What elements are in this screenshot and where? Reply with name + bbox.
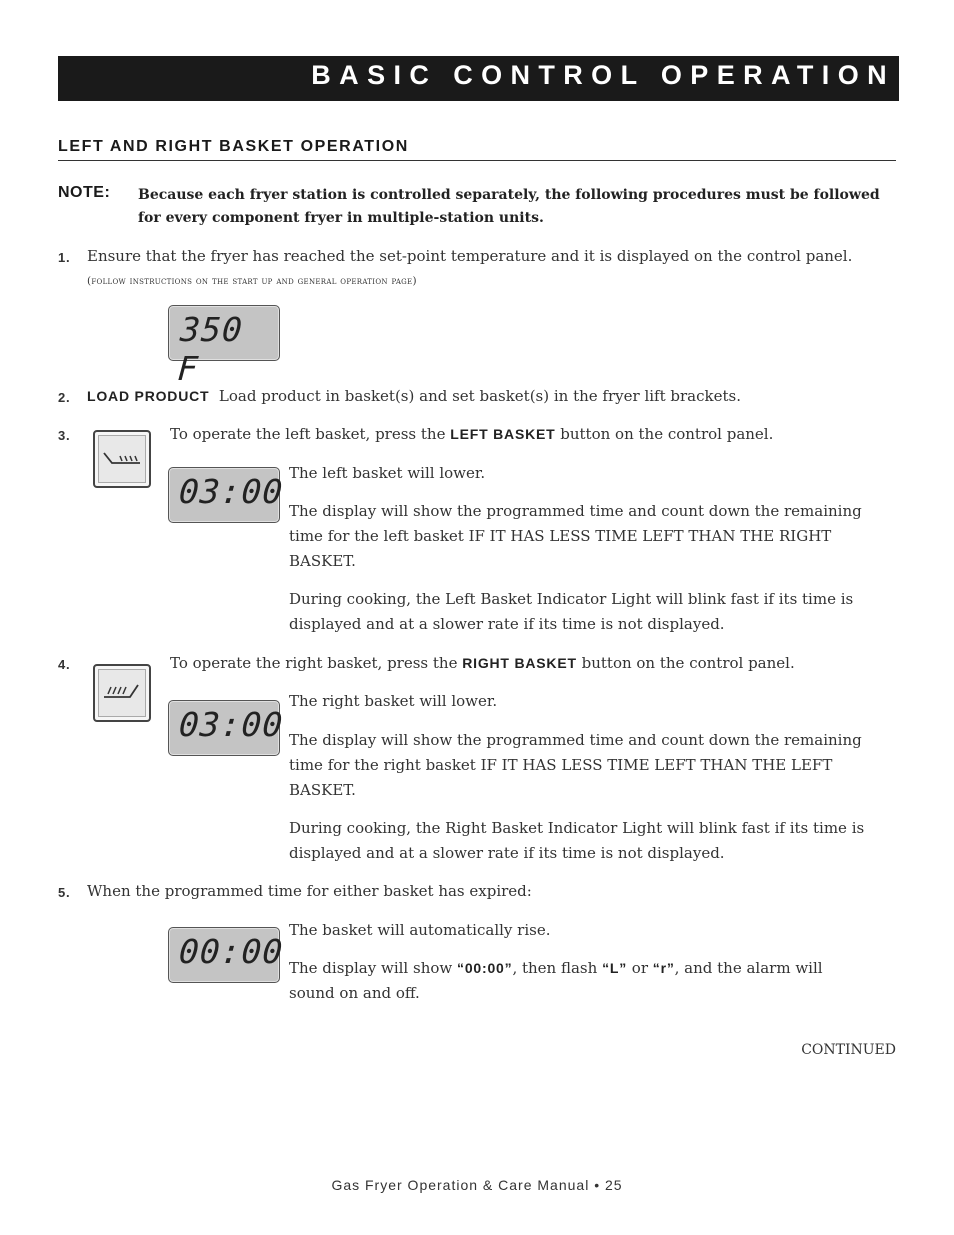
- step-4-p2-line-1: During cooking, the Right Basket Indicator Light will blink fast if its time is: [289, 819, 865, 837]
- right-basket-icon: [100, 671, 144, 715]
- note-text: [138, 184, 896, 230]
- load-product-label: LOAD PRODUCT: [87, 388, 210, 404]
- step-5-flash-post: , and the alarm will: [674, 959, 823, 977]
- step-4-pre: To operate the right basket, press the: [170, 654, 458, 672]
- right-basket-timer-display: [168, 700, 285, 756]
- step-3-number: 3.: [58, 428, 71, 443]
- step-5-flash-or: or: [631, 959, 648, 977]
- page-footer: Gas Fryer Operation & Care Manual • 25: [331, 1177, 623, 1193]
- step-5-flash-mid: , then flash: [512, 959, 598, 977]
- flash-code-left: “L”: [602, 960, 628, 976]
- right-basket-button[interactable]: [93, 664, 151, 722]
- step-5-text: When the programmed time for either basket has expired:: [87, 882, 532, 900]
- note-line-2: for every component fryer in multiple-station units.: [138, 210, 544, 226]
- step-5-flash-pre: The display will show: [289, 959, 453, 977]
- step-1-subnote: (follow instructions on the start up and general operation page): [87, 275, 417, 287]
- step-2-text: Load product in basket(s) and set basket(s) in the fryer lift brackets.: [218, 387, 741, 405]
- step-3-paragraph-1: [289, 499, 862, 574]
- temperature-display: [168, 305, 280, 388]
- step-3-p1-line-2: time for the left basket IF IT HAS LESS TIME LEFT THAN THE RIGHT: [289, 527, 832, 545]
- step-3-post: button on the control panel.: [560, 425, 774, 443]
- section-divider: [58, 160, 896, 161]
- step-4-paragraph-2: [289, 816, 864, 866]
- step-5-flash-line-2: sound on and off.: [289, 984, 420, 1002]
- step-4-p1-line-3: BASKET.: [289, 781, 356, 799]
- step-3-p1-line-1: The display will show the programmed time and count down the remaining: [289, 502, 862, 520]
- step-1-text: Ensure that the fryer has reached the set-point temperature and it is displayed on the control panel.: [87, 247, 853, 265]
- step-3-lowers: The left basket will lower.: [289, 464, 486, 482]
- page-title: BASIC CONTROL OPERATION: [311, 60, 895, 90]
- step-5-flash-line: [289, 956, 823, 981]
- step-4-p2-line-2: displayed and at a slower rate if its time is not displayed.: [289, 844, 725, 862]
- expired-timer-value: 00:00: [177, 932, 285, 971]
- header-banner: [58, 56, 899, 101]
- step-4-post: button on the control panel.: [581, 654, 795, 672]
- step-5-number: 5.: [58, 885, 71, 900]
- note-line-1: Because each fryer station is controlled separately, the following procedures must be followed: [138, 187, 880, 203]
- left-basket-icon: [100, 437, 144, 481]
- expired-timer-display: [168, 927, 285, 983]
- step-3-paragraph-2: [289, 587, 853, 637]
- section-title: LEFT AND RIGHT BASKET OPERATION: [58, 138, 409, 155]
- left-basket-button[interactable]: [93, 430, 151, 488]
- note-label: NOTE:: [58, 184, 111, 201]
- continued-label: CONTINUED: [801, 1042, 896, 1058]
- step-3-pre: To operate the left basket, press the: [170, 425, 446, 443]
- step-4-lowers: The right basket will lower.: [289, 692, 498, 710]
- step-3-p2-line-2: displayed and at a slower rate if its time is not displayed.: [289, 615, 725, 633]
- flash-code-time: “00:00”: [457, 960, 513, 976]
- step-3-p2-line-1: During cooking, the Left Basket Indicator Light will blink fast if its time is: [289, 590, 854, 608]
- step-4-paragraph-1: [289, 728, 862, 803]
- left-basket-timer-value: 03:00: [177, 472, 285, 511]
- step-5-rise: The basket will automatically rise.: [289, 921, 551, 939]
- step-4-line: [170, 651, 795, 676]
- step-2-line: [87, 384, 741, 409]
- step-3-p1-line-3: BASKET.: [289, 552, 356, 570]
- left-basket-timer-display: [168, 467, 285, 523]
- flash-code-right: “r”: [652, 960, 675, 976]
- step-1-number: 1.: [58, 250, 71, 265]
- right-basket-label: RIGHT BASKET: [462, 655, 577, 671]
- step-4-number: 4.: [58, 657, 71, 672]
- step-4-p1-line-1: The display will show the programmed time and count down the remaining: [289, 731, 862, 749]
- step-2-number: 2.: [58, 390, 71, 405]
- step-4-p1-line-2: time for the right basket IF IT HAS LESS TIME LEFT THAN THE LEFT: [289, 756, 833, 774]
- left-basket-label: LEFT BASKET: [450, 426, 556, 442]
- step-3-line: [170, 422, 773, 447]
- right-basket-timer-value: 03:00: [177, 705, 285, 744]
- temperature-display-value: 350 F: [176, 310, 245, 388]
